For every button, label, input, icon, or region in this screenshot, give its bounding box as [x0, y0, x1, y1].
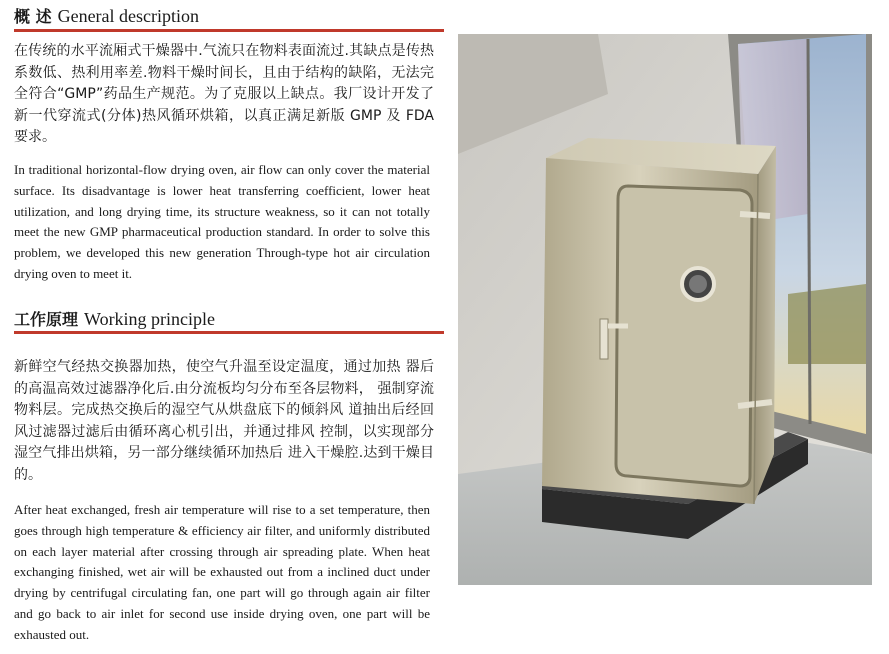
- principle-heading: [14, 308, 215, 331]
- overview-heading: [14, 5, 199, 28]
- drying-oven-illustration: [458, 34, 872, 585]
- drying-oven-photo: [458, 34, 872, 585]
- principle-divider: [14, 331, 444, 334]
- principle-paragraph-cn: 新鲜空气经热交换器加热，使空气升温至设定温度，通过加热 器后的高温高效过滤器净化后.由分流板均匀分布至各层物料， 强制穿流物料层。完成热交换后的湿空气从烘盘底下的倾斜风 道抽出后经回风过滤器过滤后由循环离心机引出，并通过排风 控制，以实现部分湿空气排出烘箱，另一部分继续循环加热后 进入干燥腔.达到干燥目的。: [14, 359, 434, 483]
- principle-heading-cn: 工作原理: [14, 310, 79, 329]
- overview-heading-en: General description: [57, 6, 200, 26]
- principle-paragraph-en: After heat exchanged, fresh air temperature will rise to a set temperature, then goes through high temperature & efficiency air filter, and uniformly distributed on each layer material after crossing through air spreading plate. When heat exchanging finished, wet air will be exhausted out from a inclined duct under drying by centrifugal circulating fan, one part will go through again air filter and go back to air inlet for second use inside drying oven, one part will be exhausted out.: [14, 502, 430, 642]
- overview-heading-cn: 概 述: [14, 7, 52, 26]
- overview-paragraph-en: In traditional horizontal-flow drying oven, air flow can only cover the material surface. Its disadvantage is lower heat transferring coefficient, lower heat utilization, and long drying time, its structure weakness, so it can not totally meet the new GMP pharmaceutical production standard. In order to solve this problem, we developed this new generation Through-type hot air circulation drying oven to meet it.: [14, 162, 430, 281]
- principle-heading-en: Working principle: [84, 309, 216, 329]
- overview-divider: [14, 29, 444, 32]
- overview-paragraph-cn: 在传统的水平流厢式干燥器中.气流只在物料表面流过.其缺点是传热系数低、热利用率差.物料干燥时间长，且由于结构的缺陷，无法完全符合“GMP”药品生产规范。为了克服以上缺点。我厂设计开发了新一代穿流式(分体)热风循环烘箱，以真正满足新版 GMP 及 FDA 要求。: [14, 43, 434, 146]
